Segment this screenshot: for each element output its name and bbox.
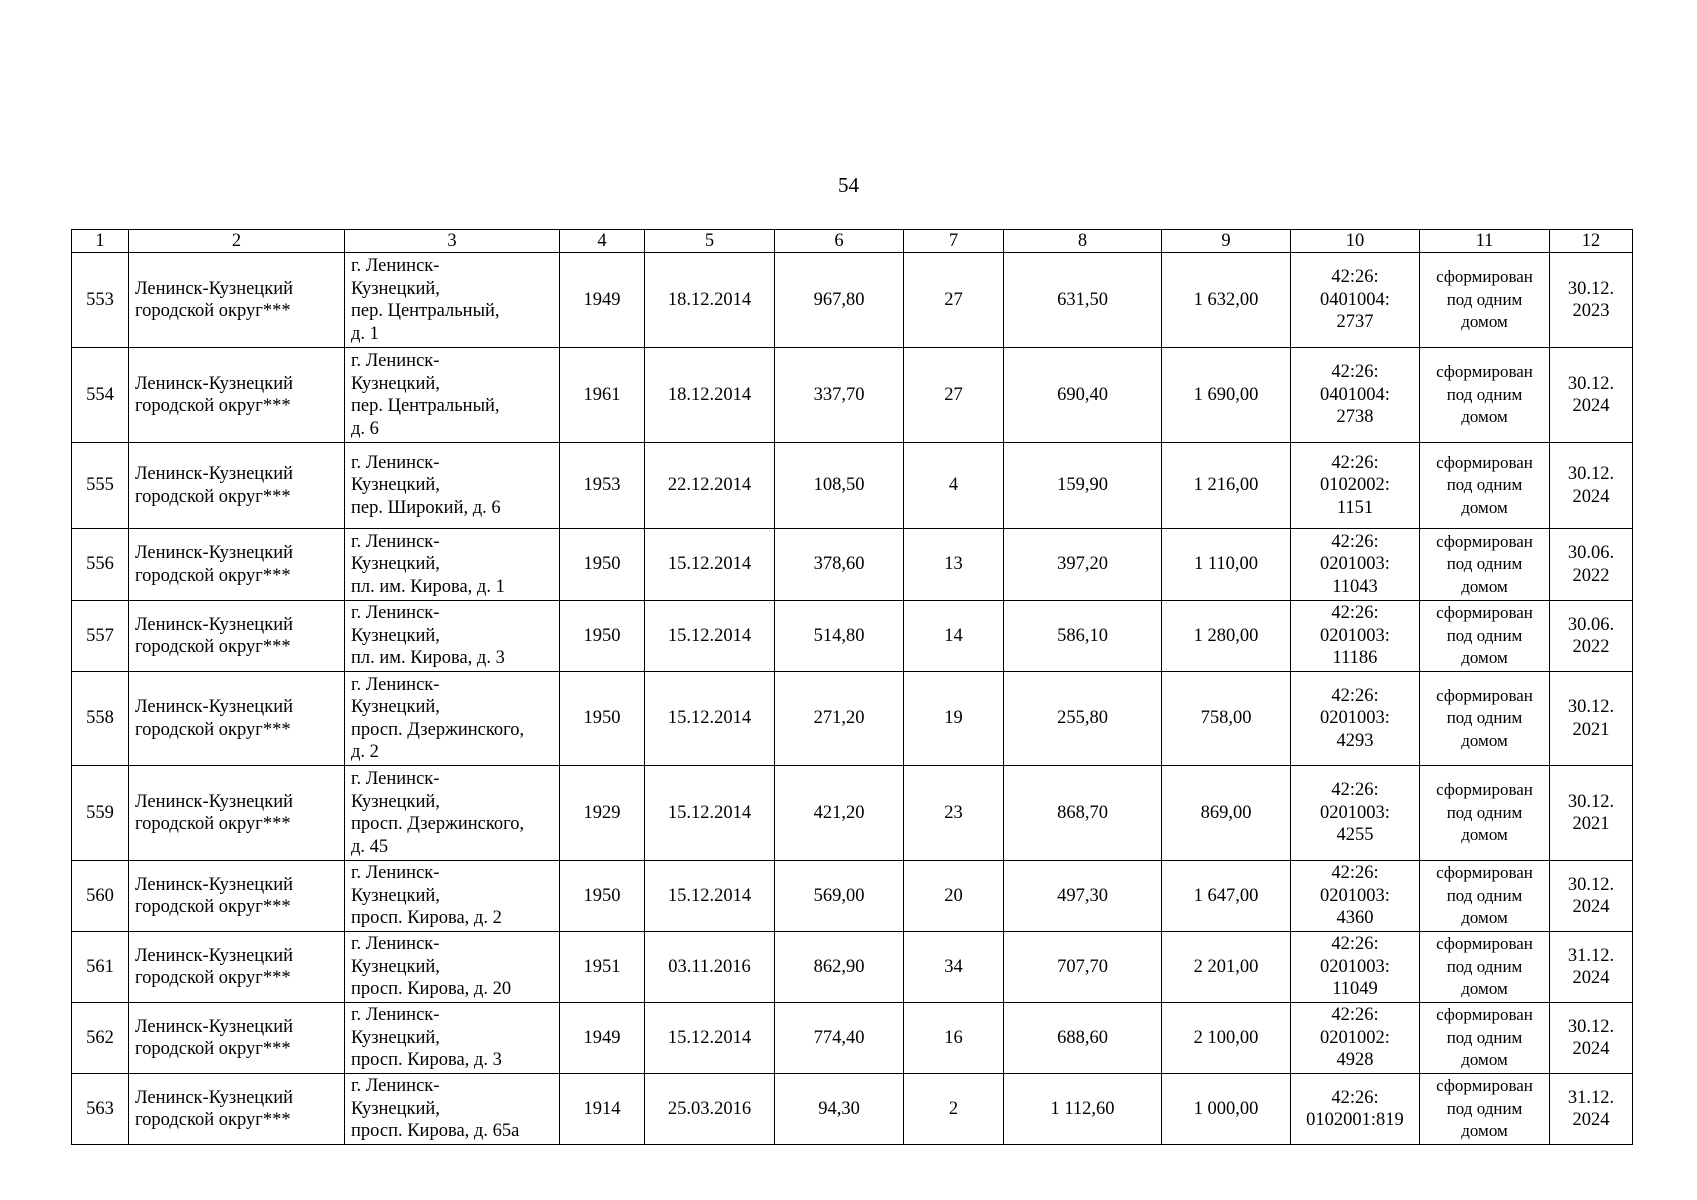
date-cell-text: 15.12.2014: [667, 1027, 752, 1048]
area-land-cell: [1004, 672, 1162, 766]
deadline-cell-text: 31.12. 2024: [1567, 945, 1615, 988]
row-number-cell: [72, 672, 129, 766]
residents-cell: [904, 1003, 1004, 1074]
address-cell: [345, 529, 560, 601]
area-plot-cell: [1162, 1074, 1291, 1145]
area-land-cell-text: 159,90: [1057, 475, 1108, 496]
residents-cell-text: 27: [944, 384, 963, 405]
municipality-cell: [129, 672, 345, 766]
cadastral-number-cell: [1291, 348, 1420, 443]
area-plot-cell: [1162, 1003, 1291, 1074]
residents-cell: [904, 1074, 1004, 1145]
cadastral-number-cell-text: 42:26: 0102001:819: [1306, 1087, 1404, 1130]
address-cell: [345, 766, 560, 861]
municipality-cell-text: Ленинск-Кузнецкий городской округ***: [135, 1087, 293, 1130]
date-cell: [645, 529, 775, 601]
plot-status-cell-text: сформирован под одним домом: [1436, 531, 1533, 596]
municipality-cell-text: Ленинск-Кузнецкий городской округ***: [135, 373, 293, 416]
table-row: [72, 253, 1633, 348]
area-land-cell: [1004, 1003, 1162, 1074]
column-number-5: 5: [645, 230, 775, 253]
area-land-cell-text: 1 112,60: [1050, 1098, 1115, 1119]
row-number-cell-text: 554: [86, 384, 114, 405]
residents-cell-text: 2: [948, 1098, 959, 1119]
year-cell: [560, 766, 645, 861]
cadastral-number-cell: [1291, 529, 1420, 601]
year-cell: [560, 1003, 645, 1074]
address-cell: [345, 253, 560, 348]
area-cell-text: 108,50: [813, 475, 865, 496]
address-cell: [345, 672, 560, 766]
plot-status-cell: [1420, 253, 1550, 348]
area-land-cell: [1004, 348, 1162, 443]
area-plot-cell-text: 1 280,00: [1193, 625, 1259, 646]
residents-cell-text: 14: [944, 625, 963, 646]
plot-status-cell: [1420, 443, 1550, 529]
year-cell: [560, 253, 645, 348]
row-number-cell-text: 556: [86, 554, 114, 575]
table-row: [72, 348, 1633, 443]
address-cell-text: г. Ленинск- Кузнецкий, просп. Кирова, д. 20: [351, 934, 512, 1000]
row-number-cell: [72, 253, 129, 348]
municipality-cell: [129, 1003, 345, 1074]
cadastral-number-cell: [1291, 932, 1420, 1003]
area-land-cell: [1004, 766, 1162, 861]
year-cell: [560, 529, 645, 601]
address-cell: [345, 861, 560, 932]
year-cell-text: 1950: [583, 885, 621, 906]
area-land-cell-text: 868,70: [1057, 802, 1108, 823]
plot-status-cell-text: сформирован под одним домом: [1436, 1076, 1533, 1141]
area-cell-text: 774,40: [813, 1027, 865, 1048]
area-plot-cell-text: 1 647,00: [1193, 885, 1259, 906]
area-plot-cell: [1162, 529, 1291, 601]
address-cell-text: г. Ленинск- Кузнецкий, просп. Дзержинского, д. 2: [351, 674, 525, 762]
cadastral-number-cell: [1291, 443, 1420, 529]
area-cell-text: 271,20: [813, 708, 865, 729]
municipality-cell-text: Ленинск-Кузнецкий городской округ***: [135, 464, 293, 507]
area-plot-cell-text: 2 201,00: [1193, 956, 1259, 977]
cadastral-number-cell: [1291, 766, 1420, 861]
year-cell-text: 1950: [583, 554, 621, 575]
year-cell-text: 1951: [583, 956, 621, 977]
plot-status-cell: [1420, 348, 1550, 443]
cadastral-number-cell: [1291, 861, 1420, 932]
area-plot-cell: [1162, 601, 1291, 672]
area-plot-cell: [1162, 672, 1291, 766]
plot-status-cell: [1420, 601, 1550, 672]
cadastral-number-cell: [1291, 1074, 1420, 1145]
residents-cell-text: 34: [944, 956, 963, 977]
area-cell: [775, 1003, 904, 1074]
plot-status-cell: [1420, 1074, 1550, 1145]
deadline-cell: [1550, 443, 1633, 529]
deadline-cell-text: 30.12. 2024: [1567, 874, 1615, 917]
municipality-cell: [129, 932, 345, 1003]
cadastral-number-cell-text: 42:26: 0201002: 4928: [1320, 1005, 1390, 1071]
plot-status-cell-text: сформирован под одним домом: [1436, 603, 1533, 668]
deadline-cell: [1550, 861, 1633, 932]
area-land-cell: [1004, 443, 1162, 529]
date-cell-text: 18.12.2014: [667, 384, 752, 405]
deadline-cell-text: 31.12. 2024: [1567, 1087, 1615, 1130]
area-cell-text: 337,70: [813, 384, 865, 405]
deadline-cell: [1550, 529, 1633, 601]
year-cell: [560, 672, 645, 766]
municipality-cell-text: Ленинск-Кузнецкий городской округ***: [135, 697, 293, 740]
year-cell-text: 1950: [583, 625, 621, 646]
row-number-cell-text: 558: [86, 708, 114, 729]
area-land-cell: [1004, 601, 1162, 672]
row-number-cell: [72, 529, 129, 601]
municipality-cell: [129, 253, 345, 348]
row-number-cell-text: 562: [86, 1027, 114, 1048]
row-number-cell-text: 557: [86, 625, 114, 646]
area-cell: [775, 861, 904, 932]
area-plot-cell: [1162, 766, 1291, 861]
area-plot-cell: [1162, 932, 1291, 1003]
address-cell-text: г. Ленинск- Кузнецкий, пер. Широкий, д. 6: [351, 452, 501, 518]
municipality-cell: [129, 348, 345, 443]
residents-cell-text: 4: [948, 475, 959, 496]
date-cell-text: 25.03.2016: [667, 1098, 752, 1119]
municipality-cell: [129, 601, 345, 672]
column-number-3: 3: [345, 230, 560, 253]
column-number-row: [72, 230, 1633, 253]
deadline-cell: [1550, 253, 1633, 348]
address-cell: [345, 601, 560, 672]
plot-status-cell: [1420, 932, 1550, 1003]
deadline-cell: [1550, 1003, 1633, 1074]
deadline-cell-text: 30.06. 2022: [1567, 543, 1615, 586]
area-cell: [775, 601, 904, 672]
deadline-cell-text: 30.12. 2021: [1567, 697, 1615, 740]
column-number-6: 6: [775, 230, 904, 253]
residents-cell-text: 19: [944, 708, 963, 729]
area-land-cell: [1004, 1074, 1162, 1145]
date-cell-text: 22.12.2014: [667, 475, 752, 496]
table-row: [72, 1074, 1633, 1145]
column-number-7: 7: [904, 230, 1004, 253]
year-cell-text: 1953: [583, 475, 621, 496]
column-number-9: 9: [1162, 230, 1291, 253]
deadline-cell-text: 30.12. 2023: [1567, 278, 1615, 321]
address-cell: [345, 1074, 560, 1145]
plot-status-cell-text: сформирован под одним домом: [1436, 685, 1533, 750]
cadastral-number-cell: [1291, 1003, 1420, 1074]
plot-status-cell-text: сформирован под одним домом: [1436, 863, 1533, 928]
row-number-cell-text: 559: [86, 802, 114, 823]
municipality-cell-text: Ленинск-Кузнецкий городской округ***: [135, 543, 293, 586]
address-cell: [345, 348, 560, 443]
cadastral-number-cell: [1291, 601, 1420, 672]
cadastral-number-cell-text: 42:26: 0102002: 1151: [1320, 452, 1390, 518]
deadline-cell-text: 30.12. 2021: [1567, 791, 1615, 834]
area-land-cell: [1004, 529, 1162, 601]
deadline-cell: [1550, 348, 1633, 443]
area-plot-cell-text: 869,00: [1200, 802, 1252, 823]
municipality-cell-text: Ленинск-Кузнецкий городской округ***: [135, 874, 293, 917]
area-cell-text: 94,30: [818, 1098, 860, 1119]
row-number-cell: [72, 1074, 129, 1145]
area-plot-cell-text: 1 110,00: [1193, 554, 1259, 575]
deadline-cell-text: 30.06. 2022: [1567, 614, 1615, 657]
address-cell: [345, 443, 560, 529]
date-cell: [645, 1003, 775, 1074]
year-cell: [560, 932, 645, 1003]
date-cell: [645, 348, 775, 443]
column-number-4: 4: [560, 230, 645, 253]
year-cell-text: 1950: [583, 708, 621, 729]
row-number-cell: [72, 932, 129, 1003]
year-cell: [560, 1074, 645, 1145]
plot-status-cell-text: сформирован под одним домом: [1436, 452, 1533, 517]
residents-cell: [904, 766, 1004, 861]
plot-status-cell-text: сформирован под одним домом: [1436, 267, 1533, 332]
row-number-cell: [72, 861, 129, 932]
residents-cell: [904, 348, 1004, 443]
table-row: [72, 601, 1633, 672]
area-plot-cell-text: 1 690,00: [1193, 384, 1259, 405]
area-land-cell-text: 707,70: [1057, 956, 1108, 977]
area-cell: [775, 253, 904, 348]
row-number-cell-text: 563: [86, 1098, 114, 1119]
municipality-cell-text: Ленинск-Кузнецкий городской округ***: [135, 945, 293, 988]
date-cell-text: 15.12.2014: [667, 708, 752, 729]
cadastral-number-cell: [1291, 253, 1420, 348]
year-cell-text: 1914: [583, 1098, 621, 1119]
deadline-cell-text: 30.12. 2024: [1567, 373, 1615, 416]
plot-status-cell: [1420, 672, 1550, 766]
date-cell-text: 15.12.2014: [667, 802, 752, 823]
area-land-cell-text: 631,50: [1057, 289, 1108, 310]
row-number-cell-text: 553: [86, 289, 114, 310]
area-land-cell: [1004, 861, 1162, 932]
date-cell: [645, 253, 775, 348]
address-cell-text: г. Ленинск- Кузнецкий, просп. Кирова, д. 3: [351, 1005, 502, 1071]
deadline-cell: [1550, 932, 1633, 1003]
row-number-cell: [72, 601, 129, 672]
deadline-cell-text: 30.12. 2024: [1567, 464, 1615, 507]
area-plot-cell-text: 2 100,00: [1193, 1027, 1259, 1048]
page-number: 54: [838, 173, 859, 197]
area-cell: [775, 529, 904, 601]
residents-cell-text: 13: [944, 554, 963, 575]
deadline-cell: [1550, 766, 1633, 861]
cadastral-number-cell-text: 42:26: 0401004: 2737: [1320, 267, 1390, 333]
municipality-cell-text: Ленинск-Кузнецкий городской округ***: [135, 1016, 293, 1059]
date-cell-text: 03.11.2016: [668, 956, 751, 977]
area-land-cell-text: 497,30: [1057, 885, 1108, 906]
date-cell: [645, 443, 775, 529]
deadline-cell-text: 30.12. 2024: [1567, 1016, 1615, 1059]
row-number-cell: [72, 1003, 129, 1074]
date-cell-text: 15.12.2014: [667, 554, 752, 575]
area-land-cell-text: 255,80: [1057, 708, 1108, 729]
area-cell-text: 421,20: [813, 802, 865, 823]
municipality-cell-text: Ленинск-Кузнецкий городской округ***: [135, 278, 293, 321]
residents-cell: [904, 861, 1004, 932]
cadastral-number-cell-text: 42:26: 0201003: 11049: [1320, 934, 1390, 1000]
date-cell-text: 15.12.2014: [667, 625, 752, 646]
plot-status-cell-text: сформирован под одним домом: [1436, 780, 1533, 845]
cadastral-number-cell-text: 42:26: 0401004: 2738: [1320, 362, 1390, 428]
area-cell-text: 967,80: [813, 289, 865, 310]
area-cell-text: 569,00: [813, 885, 865, 906]
area-plot-cell: [1162, 348, 1291, 443]
column-number-8: 8: [1004, 230, 1162, 253]
area-plot-cell-text: 758,00: [1200, 708, 1252, 729]
residents-cell-text: 16: [944, 1027, 963, 1048]
area-cell: [775, 443, 904, 529]
column-number-1: 1: [72, 230, 129, 253]
year-cell: [560, 601, 645, 672]
column-number-12: 12: [1550, 230, 1633, 253]
area-cell: [775, 1074, 904, 1145]
residents-cell-text: 27: [944, 289, 963, 310]
municipality-cell: [129, 1074, 345, 1145]
date-cell: [645, 861, 775, 932]
table-row: [72, 932, 1633, 1003]
plot-status-cell: [1420, 861, 1550, 932]
area-plot-cell-text: 1 216,00: [1193, 475, 1259, 496]
residents-cell-text: 23: [944, 802, 963, 823]
year-cell: [560, 348, 645, 443]
plot-status-cell-text: сформирован под одним домом: [1436, 1005, 1533, 1070]
area-land-cell-text: 690,40: [1057, 384, 1108, 405]
date-cell-text: 18.12.2014: [667, 289, 752, 310]
area-cell-text: 514,80: [813, 625, 865, 646]
table-row: [72, 443, 1633, 529]
area-cell: [775, 932, 904, 1003]
table-row: [72, 766, 1633, 861]
residents-cell-text: 20: [944, 885, 963, 906]
column-number-11: 11: [1420, 230, 1550, 253]
area-plot-cell: [1162, 443, 1291, 529]
date-cell: [645, 672, 775, 766]
deadline-cell: [1550, 1074, 1633, 1145]
year-cell-text: 1949: [583, 1027, 621, 1048]
row-number-cell: [72, 348, 129, 443]
residents-cell: [904, 601, 1004, 672]
area-land-cell: [1004, 253, 1162, 348]
area-land-cell-text: 397,20: [1057, 554, 1108, 575]
area-land-cell: [1004, 932, 1162, 1003]
municipality-cell-text: Ленинск-Кузнецкий городской округ***: [135, 614, 293, 657]
area-plot-cell-text: 1 632,00: [1193, 289, 1259, 310]
year-cell-text: 1929: [583, 802, 621, 823]
deadline-cell: [1550, 601, 1633, 672]
housing-registry-table: [71, 229, 1633, 1145]
area-plot-cell-text: 1 000,00: [1193, 1098, 1259, 1119]
address-cell-text: г. Ленинск- Кузнецкий, пл. им. Кирова, д. 1: [351, 531, 505, 597]
column-number-2: 2: [129, 230, 345, 253]
cadastral-number-cell-text: 42:26: 0201003: 4255: [1320, 780, 1390, 846]
residents-cell: [904, 253, 1004, 348]
date-cell: [645, 932, 775, 1003]
cadastral-number-cell-text: 42:26: 0201003: 4360: [1320, 863, 1390, 929]
date-cell: [645, 1074, 775, 1145]
plot-status-cell: [1420, 766, 1550, 861]
column-number-10: 10: [1291, 230, 1420, 253]
date-cell: [645, 766, 775, 861]
date-cell: [645, 601, 775, 672]
residents-cell: [904, 672, 1004, 766]
municipality-cell: [129, 861, 345, 932]
residents-cell: [904, 932, 1004, 1003]
table-row: [72, 1003, 1633, 1074]
table-body: [72, 253, 1633, 1145]
cadastral-number-cell: [1291, 672, 1420, 766]
address-cell-text: г. Ленинск- Кузнецкий, пер. Центральный, д. 1: [351, 256, 500, 344]
cadastral-number-cell-text: 42:26: 0201003: 11043: [1320, 531, 1390, 597]
area-cell: [775, 348, 904, 443]
municipality-cell: [129, 443, 345, 529]
address-cell-text: г. Ленинск- Кузнецкий, пер. Центральный, д. 6: [351, 351, 500, 439]
year-cell: [560, 861, 645, 932]
table-row: [72, 861, 1633, 932]
cadastral-number-cell-text: 42:26: 0201003: 11186: [1320, 603, 1390, 669]
year-cell-text: 1949: [583, 289, 621, 310]
area-cell-text: 862,90: [813, 956, 865, 977]
address-cell-text: г. Ленинск- Кузнецкий, пл. им. Кирова, д. 3: [351, 603, 505, 669]
municipality-cell: [129, 529, 345, 601]
address-cell-text: г. Ленинск- Кузнецкий, просп. Дзержинского, д. 45: [351, 769, 525, 857]
row-number-cell-text: 560: [86, 885, 114, 906]
deadline-cell: [1550, 672, 1633, 766]
year-cell: [560, 443, 645, 529]
address-cell-text: г. Ленинск- Кузнецкий, просп. Кирова, д. 2: [351, 863, 502, 929]
residents-cell: [904, 529, 1004, 601]
municipality-cell-text: Ленинск-Кузнецкий городской округ***: [135, 791, 293, 834]
municipality-cell: [129, 766, 345, 861]
address-cell-text: г. Ленинск- Кузнецкий, просп. Кирова, д. 65а: [351, 1076, 520, 1142]
area-cell: [775, 672, 904, 766]
plot-status-cell-text: сформирован под одним домом: [1436, 362, 1533, 427]
plot-status-cell: [1420, 1003, 1550, 1074]
cadastral-number-cell-text: 42:26: 0201003: 4293: [1320, 685, 1390, 751]
row-number-cell-text: 555: [86, 475, 114, 496]
area-plot-cell: [1162, 253, 1291, 348]
address-cell: [345, 932, 560, 1003]
area-cell: [775, 766, 904, 861]
area-land-cell-text: 688,60: [1057, 1027, 1108, 1048]
date-cell-text: 15.12.2014: [667, 885, 752, 906]
residents-cell: [904, 443, 1004, 529]
table-row: [72, 529, 1633, 601]
address-cell: [345, 1003, 560, 1074]
row-number-cell: [72, 443, 129, 529]
plot-status-cell: [1420, 529, 1550, 601]
row-number-cell-text: 561: [86, 956, 114, 977]
row-number-cell: [72, 766, 129, 861]
plot-status-cell-text: сформирован под одним домом: [1436, 934, 1533, 999]
area-cell-text: 378,60: [813, 554, 865, 575]
area-land-cell-text: 586,10: [1057, 625, 1108, 646]
year-cell-text: 1961: [583, 384, 621, 405]
table-row: [72, 672, 1633, 766]
area-plot-cell: [1162, 861, 1291, 932]
